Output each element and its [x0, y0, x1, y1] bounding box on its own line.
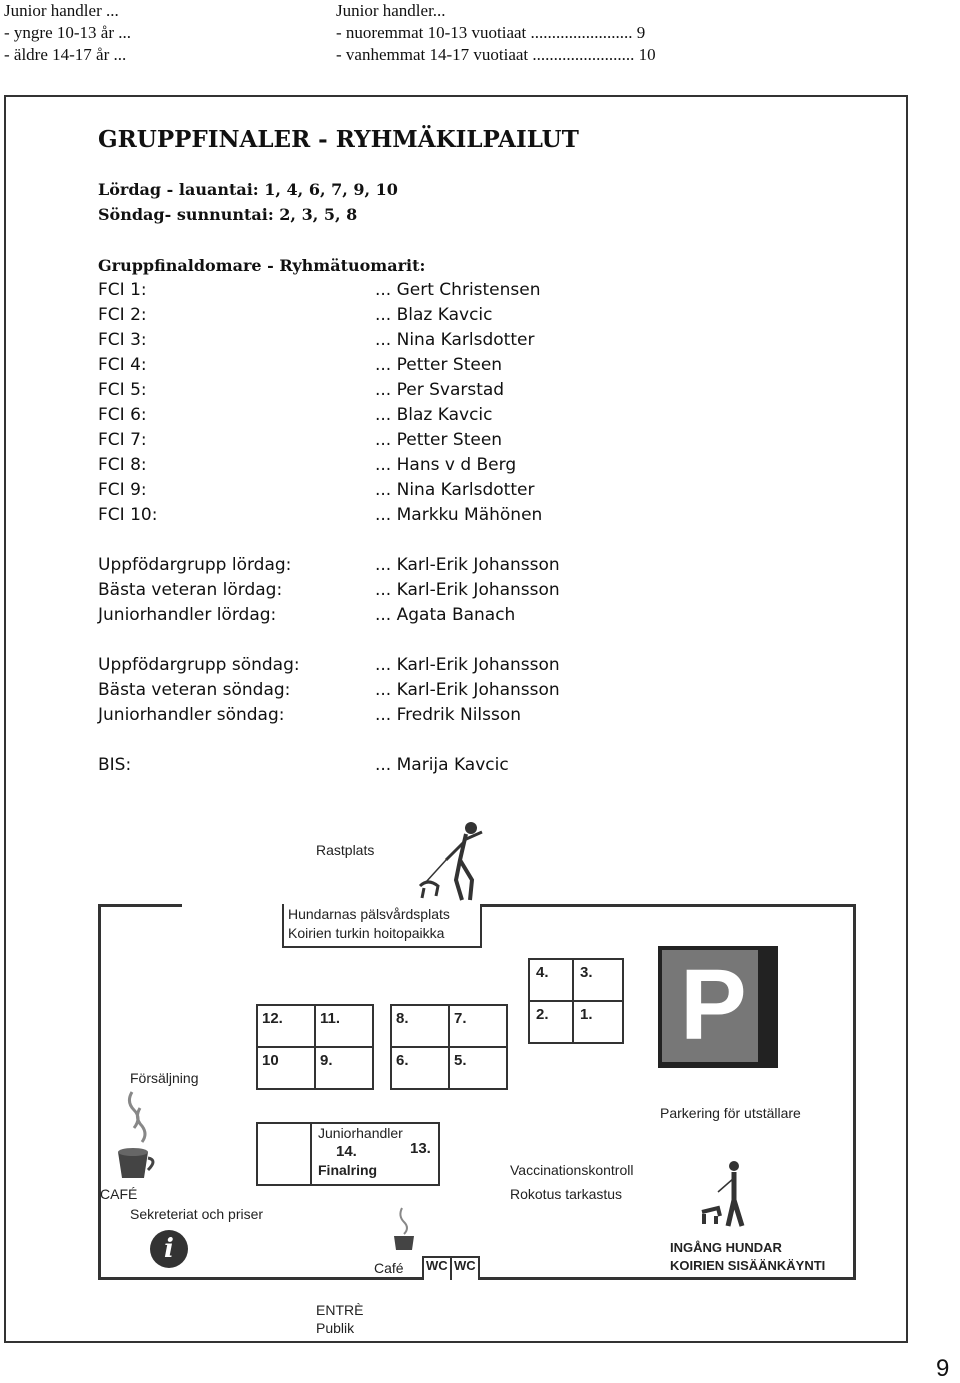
judge-name: ... Hans v d Berg [375, 455, 517, 475]
bis-name: ... Marija Kavcic [375, 755, 509, 775]
parking-sign-icon [658, 946, 778, 1068]
judge-name: ... Blaz Kavcic [375, 305, 493, 325]
entre-label: ENTRÈ [316, 1302, 364, 1318]
coffee-cup-small-icon [390, 1206, 420, 1252]
man-with-dog-icon [698, 1160, 758, 1230]
ring-number: 5. [454, 1052, 467, 1069]
page-number: 9 [936, 1355, 950, 1382]
role-name: ... Fredrik Nilsson [375, 705, 522, 725]
judge-line [98, 403, 493, 427]
person-walking-dog-icon [416, 820, 496, 902]
role-label: Juniorhandler söndag: [98, 705, 285, 725]
role-line [98, 678, 560, 702]
role-label: Juniorhandler lördag: [98, 605, 277, 625]
info-icon [150, 1230, 188, 1268]
rastplats-label: Rastplats [316, 842, 375, 858]
judge-name: ... Markku Mähönen [375, 505, 543, 525]
ring-box [314, 1004, 374, 1048]
ring-number: 8. [396, 1010, 409, 1027]
wc-divider [450, 1256, 452, 1280]
role-name: ... Karl-Erik Johansson [375, 655, 560, 675]
role-label: Uppfödargrupp lördag: [98, 555, 292, 575]
wc-label: WC [426, 1258, 448, 1273]
bis-line [98, 753, 509, 777]
coffee-cup-icon [112, 1088, 158, 1184]
juniorhandler-label: Juniorhandler [318, 1125, 403, 1141]
ring-number: 1. [580, 1006, 593, 1023]
ring-number: 7. [454, 1010, 467, 1027]
toc-left-1: Junior handler ... [4, 1, 119, 20]
judge-line [98, 328, 535, 352]
role-name: ... Karl-Erik Johansson [375, 580, 560, 600]
saturday-groups: Lördag - lauantai: 1, 4, 6, 7, 9, 10 [98, 180, 398, 199]
ring-number: 6. [396, 1052, 409, 1069]
judge-name: ... Nina Karlsdotter [375, 480, 535, 500]
publik-label: Publik [316, 1320, 355, 1336]
parkering-label: Parkering för utställare [660, 1105, 801, 1121]
ring-number: 4. [536, 964, 549, 981]
role-line [98, 653, 560, 677]
role-line [98, 578, 560, 602]
ring-box [390, 1046, 450, 1090]
forsaljning-label: Försäljning [130, 1070, 199, 1086]
vacc-label-sv: Vaccinationskontroll [510, 1162, 634, 1178]
toc-right-1: Junior handler... [336, 1, 446, 20]
info-letter: i [164, 1234, 174, 1264]
ring-box [256, 1004, 316, 1048]
vacc-label-fi: Rokotus tarkastus [510, 1186, 623, 1202]
toc-left-3: - äldre 14-17 år ... [4, 45, 127, 64]
role-label: Uppfödargrupp söndag: [98, 655, 300, 675]
parking-letter: P [680, 949, 747, 1061]
judge-label: FCI 6: [98, 405, 147, 425]
role-name: ... Karl-Erik Johansson [375, 680, 560, 700]
role-name: ... Karl-Erik Johansson [375, 555, 560, 575]
toc-right-2: - nuoremmat 10-13 vuotiaat ........................ 9 [336, 23, 646, 42]
ring-box [314, 1046, 374, 1090]
judge-name: ... Petter Steen [375, 430, 503, 450]
judge-label: FCI 10: [98, 505, 158, 525]
judge-name: ... Petter Steen [375, 355, 503, 375]
ring-number: 3. [580, 964, 593, 981]
judge-label: FCI 8: [98, 455, 147, 475]
role-line [98, 553, 560, 577]
ring-number: 10 [262, 1052, 279, 1069]
ring-number: 12. [262, 1010, 283, 1027]
judge-line [98, 428, 503, 452]
judge-name: ... Gert Christensen [375, 280, 541, 300]
judge-label: FCI 1: [98, 280, 147, 300]
cafe-bottom-label: Café [374, 1260, 404, 1276]
finalring-label: Finalring [318, 1162, 378, 1178]
role-line [98, 603, 516, 627]
ring-box [448, 1004, 508, 1048]
judge-label: FCI 9: [98, 480, 147, 500]
entrance-dogs-sv: INGÅNG HUNDAR [670, 1240, 782, 1255]
ring-box [528, 1000, 574, 1044]
ring-box [572, 958, 624, 1002]
ring-number: 9. [320, 1052, 333, 1069]
judge-line [98, 503, 543, 527]
sunday-groups: Söndag- sunnuntai: 2, 3, 5, 8 [98, 205, 358, 224]
judge-label: FCI 2: [98, 305, 147, 325]
judge-label: FCI 7: [98, 430, 147, 450]
judge-line [98, 353, 503, 377]
ring-14-number: 14. [336, 1143, 357, 1160]
judge-line [98, 303, 493, 327]
sekreteriat-label: Sekreteriat och priser [130, 1206, 264, 1222]
grooming-label-fi: Koirien turkin hoitopaikka [288, 925, 445, 941]
bis-label: BIS: [98, 755, 132, 775]
judge-name: ... Nina Karlsdotter [375, 330, 535, 350]
judge-line [98, 278, 541, 302]
ring-box [572, 1000, 624, 1044]
ring-box [448, 1046, 508, 1090]
judge-name: ... Blaz Kavcic [375, 405, 493, 425]
wc-label: WC [454, 1258, 476, 1273]
role-label: Bästa veteran söndag: [98, 680, 291, 700]
judge-label: FCI 4: [98, 355, 147, 375]
role-line [98, 703, 522, 727]
toc-left-2: - yngre 10-13 år ... [4, 23, 131, 42]
role-label: Bästa veteran lördag: [98, 580, 283, 600]
judge-label: FCI 5: [98, 380, 147, 400]
venue-map [98, 820, 858, 1340]
ring-number: 11. [320, 1010, 341, 1027]
judges-heading: Gruppfinaldomare - Ryhmätuomarit: [98, 256, 426, 275]
role-name: ... Agata Banach [375, 605, 516, 625]
judge-line [98, 378, 505, 402]
ring-box [390, 1004, 450, 1048]
ring-box [256, 1046, 316, 1090]
section-title: GRUPPFINALER - RYHMÄKILPAILUT [98, 126, 579, 153]
top-wall-gap [182, 900, 282, 908]
toc-right-3: - vanhemmat 14-17 vuotiaat ........................ 10 [336, 45, 656, 64]
ring-13-number: 13. [410, 1140, 431, 1157]
judge-label: FCI 3: [98, 330, 147, 350]
grooming-label-sv: Hundarnas pälsvårdsplats [288, 906, 450, 922]
cafe-top-label: CAFÉ [100, 1186, 138, 1202]
judge-name: ... Per Svarstad [375, 380, 505, 400]
judge-line [98, 478, 535, 502]
ring-number: 2. [536, 1006, 549, 1023]
entrance-dogs-fi: KOIRIEN SISÄÄNKÄYNTI [670, 1258, 826, 1273]
judge-line [98, 453, 517, 477]
ring-box [528, 958, 574, 1002]
